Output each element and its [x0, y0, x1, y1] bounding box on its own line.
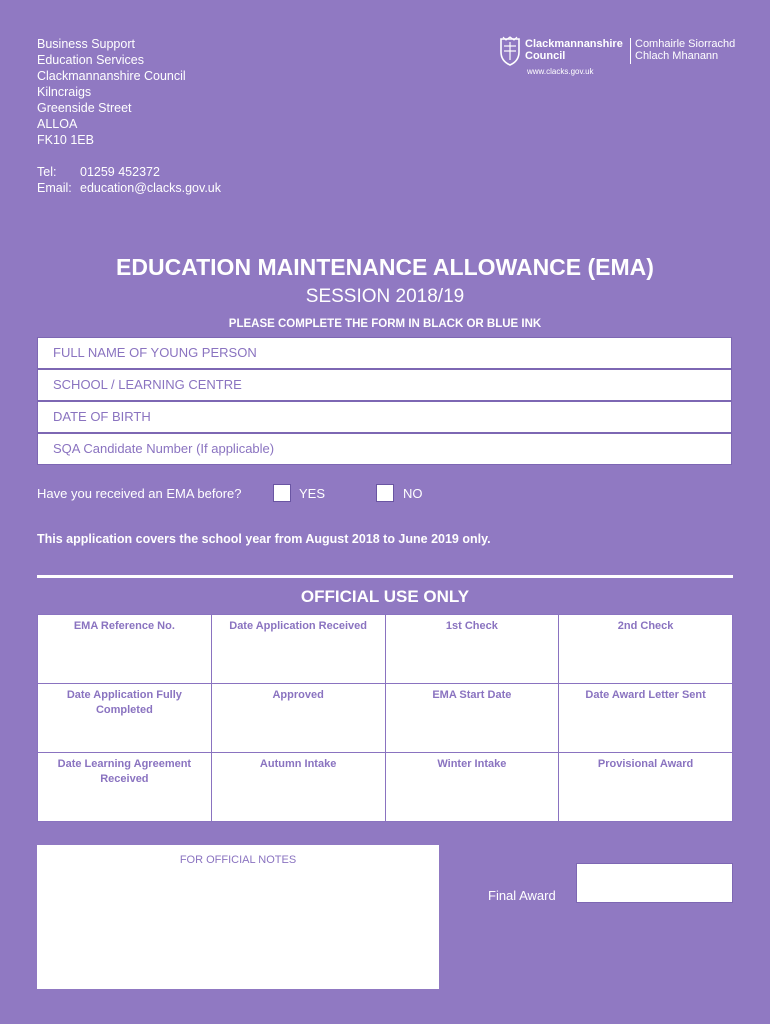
coverage-note: This application covers the school year from August 2018 to June 2019 only. [37, 532, 491, 546]
crest-icon [499, 36, 521, 66]
section-divider [37, 575, 733, 578]
school-field[interactable] [37, 369, 732, 401]
official-notes-box[interactable] [37, 845, 439, 989]
yes-label: YES [299, 486, 326, 501]
official-cell[interactable]: Approved [211, 684, 385, 753]
logo-name-line2: Council [525, 50, 566, 62]
final-award-field[interactable] [576, 863, 733, 903]
no-label: NO [403, 486, 423, 501]
official-cell[interactable]: Date Learning Agreement Received [38, 753, 212, 822]
sqa-number-field[interactable] [37, 433, 732, 465]
contact-block [37, 164, 221, 196]
official-cell[interactable]: Date Application Received [211, 615, 385, 684]
logo-web: www.clacks.gov.uk [527, 67, 594, 76]
logo-divider [630, 38, 631, 64]
address-line: ALLOA [37, 117, 78, 131]
official-cell[interactable]: EMA Reference No. [38, 615, 212, 684]
full-name-label: FULL NAME OF YOUNG PERSON [53, 345, 257, 360]
form-instruction: PLEASE COMPLETE THE FORM IN BLACK OR BLUE INK [228, 318, 542, 330]
address-line: Education Services [37, 53, 145, 67]
date-of-birth-label: DATE OF BIRTH [53, 409, 151, 424]
official-cell[interactable]: 2nd Check [559, 615, 733, 684]
official-cell[interactable]: 1st Check [385, 615, 559, 684]
logo-gaelic-line2: Chlach Mhanann [635, 50, 719, 62]
table-row [38, 753, 733, 822]
official-cell[interactable]: Date Award Letter Sent [559, 684, 733, 753]
official-cell[interactable]: Provisional Award [559, 753, 733, 822]
address-line: Kilncraigs [37, 85, 92, 99]
sqa-number-label: SQA Candidate Number (If applicable) [53, 441, 275, 456]
table-row [38, 684, 733, 753]
official-cell[interactable]: Autumn Intake [211, 753, 385, 822]
address-block [37, 36, 186, 148]
applicant-fields [37, 337, 732, 465]
form-title: EDUCATION MAINTENANCE ALLOWANCE (EMA) [116, 254, 654, 280]
logo-gaelic-line1: Comhairle Siorrachd [635, 38, 736, 50]
tel-label: Tel: [37, 165, 57, 179]
school-label: SCHOOL / LEARNING CENTRE [53, 377, 242, 392]
full-name-field[interactable] [37, 337, 732, 369]
address-line: FK10 1EB [37, 133, 94, 147]
address-line: Business Support [37, 37, 135, 51]
email-value: education@clacks.gov.uk [80, 181, 222, 195]
ema-question: Have you received an EMA before? [37, 486, 242, 501]
council-logo [499, 36, 739, 80]
tel-value: 01259 452372 [80, 165, 160, 179]
official-use-table [37, 614, 733, 822]
official-cell[interactable]: Date Application Fully Completed [38, 684, 212, 753]
date-of-birth-field[interactable] [37, 401, 732, 433]
address-line: Greenside Street [37, 101, 132, 115]
table-row [38, 615, 733, 684]
official-cell[interactable]: Winter Intake [385, 753, 559, 822]
logo-name-line1: Clackmannanshire [525, 38, 623, 50]
form-session: SESSION 2018/19 [305, 286, 465, 307]
address-line: Clackmannanshire Council [37, 69, 186, 83]
official-use-heading: OFFICIAL USE ONLY [300, 587, 470, 606]
final-award-label: Final Award [488, 888, 556, 903]
email-label: Email: [37, 181, 72, 195]
no-checkbox[interactable] [376, 484, 394, 502]
yes-checkbox[interactable] [273, 484, 291, 502]
official-cell[interactable]: EMA Start Date [385, 684, 559, 753]
official-notes-label: FOR OFFICIAL NOTES [179, 854, 297, 866]
